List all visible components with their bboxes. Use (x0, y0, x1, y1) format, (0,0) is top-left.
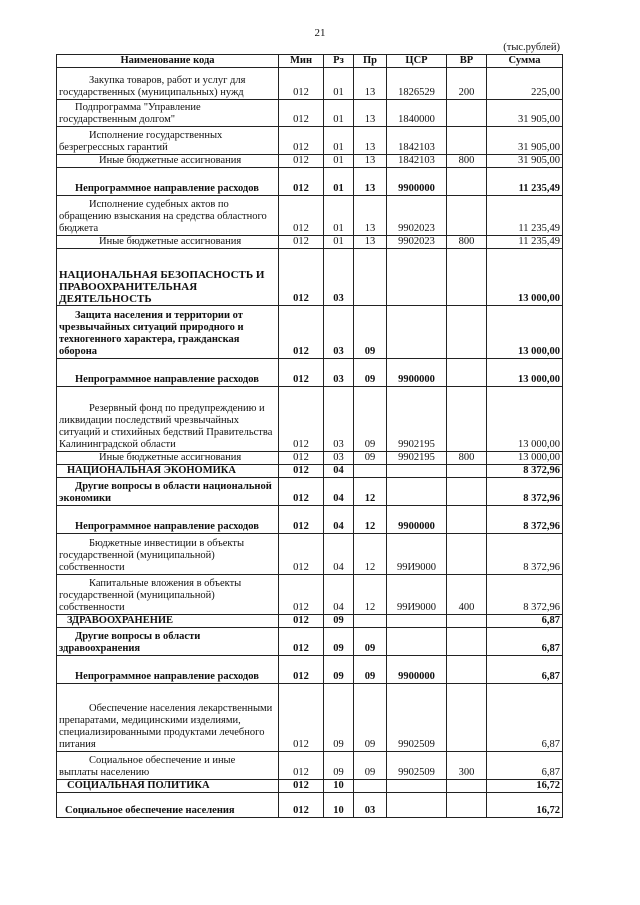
row-min: 012 (279, 359, 324, 387)
row-csr (387, 465, 447, 478)
row-pr: 13 (354, 127, 387, 155)
row-name-text: Резервный фонд по предупреждению и ликвидации последствий чрезвычайных ситуаций и стихийных бедствий Правительства Калининградской области (59, 403, 273, 450)
row-pr: 13 (354, 100, 387, 127)
row-vr (447, 359, 487, 387)
table-row (57, 656, 563, 684)
table-row (57, 127, 563, 155)
row-name-text: Исполнение государственных безрегрессных гарантий (59, 130, 223, 153)
row-pr: 09 (354, 628, 387, 656)
row-min: 012 (279, 752, 324, 780)
row-min: 012 (279, 575, 324, 615)
row-vr (447, 656, 487, 684)
row-csr (387, 615, 447, 628)
table-header-row (57, 55, 563, 68)
row-min: 012 (279, 628, 324, 656)
row-rz: 03 (324, 306, 354, 359)
row-pr: 13 (354, 168, 387, 196)
row-name-text: Непрограммное направление расходов (75, 671, 259, 682)
row-pr: 03 (354, 793, 387, 818)
row-min: 012 (279, 127, 324, 155)
row-name-text: Непрограммное направление расходов (75, 183, 259, 194)
row-name (57, 615, 279, 628)
row-csr: 9902195 (387, 452, 447, 465)
row-sum: 31 905,00 (487, 127, 563, 155)
table-row (57, 478, 563, 506)
units-label: (тыс.рублей) (503, 42, 560, 53)
row-vr: 300 (447, 752, 487, 780)
row-min: 012 (279, 387, 324, 452)
row-rz: 04 (324, 575, 354, 615)
row-min: 012 (279, 168, 324, 196)
row-name-text: Обеспечение населения лекарственными препаратами, медицинскими изделиями, специализированными продуктами лечебного питания (59, 703, 273, 750)
row-csr (387, 478, 447, 506)
row-csr: 99И9000 (387, 534, 447, 575)
row-rz: 03 (324, 452, 354, 465)
table-row (57, 615, 563, 628)
row-name (57, 465, 279, 478)
table-row (57, 249, 563, 306)
row-min: 012 (279, 100, 324, 127)
table-row (57, 793, 563, 818)
row-csr: 9900000 (387, 506, 447, 534)
row-sum: 6,87 (487, 752, 563, 780)
row-min: 012 (279, 656, 324, 684)
row-name (57, 306, 279, 359)
row-rz: 01 (324, 196, 354, 236)
table-row (57, 387, 563, 452)
row-vr: 800 (447, 236, 487, 249)
row-csr: 99И9000 (387, 575, 447, 615)
row-pr (354, 615, 387, 628)
row-name (57, 168, 279, 196)
row-pr: 09 (354, 359, 387, 387)
row-vr (447, 306, 487, 359)
table-row (57, 359, 563, 387)
row-vr (447, 478, 487, 506)
row-name (57, 575, 279, 615)
row-rz: 04 (324, 506, 354, 534)
row-rz: 03 (324, 249, 354, 306)
header-name: Наименование кода (57, 55, 279, 68)
row-name (57, 656, 279, 684)
row-sum: 13 000,00 (487, 306, 563, 359)
table-row (57, 196, 563, 236)
row-vr: 800 (447, 155, 487, 168)
row-name-text: Бюджетные инвестиции в объекты государственной (муниципальной) собственности (59, 538, 245, 573)
row-min: 012 (279, 780, 324, 793)
row-vr (447, 628, 487, 656)
row-rz: 04 (324, 465, 354, 478)
row-csr: 1840000 (387, 100, 447, 127)
row-vr (447, 780, 487, 793)
row-min: 012 (279, 68, 324, 100)
row-sum: 11 235,49 (487, 168, 563, 196)
header-pr: Пр (354, 55, 387, 68)
row-vr (447, 387, 487, 452)
table-row (57, 684, 563, 752)
row-name-text: Иные бюджетные ассигнования (99, 236, 242, 247)
row-name (57, 628, 279, 656)
row-sum: 6,87 (487, 615, 563, 628)
row-pr: 12 (354, 478, 387, 506)
row-name (57, 452, 279, 465)
page-number: 21 (314, 27, 326, 39)
row-min: 012 (279, 452, 324, 465)
row-rz: 09 (324, 684, 354, 752)
row-csr: 9902509 (387, 752, 447, 780)
row-vr (447, 465, 487, 478)
row-csr: 9902509 (387, 684, 447, 752)
table-row (57, 628, 563, 656)
row-sum: 11 235,49 (487, 196, 563, 236)
row-rz: 04 (324, 478, 354, 506)
row-pr: 09 (354, 452, 387, 465)
row-name (57, 752, 279, 780)
row-sum: 16,72 (487, 793, 563, 818)
row-sum: 13 000,00 (487, 452, 563, 465)
row-sum: 8 372,96 (487, 534, 563, 575)
row-name-text: Непрограммное направление расходов (75, 521, 259, 532)
row-vr: 200 (447, 68, 487, 100)
row-rz: 01 (324, 100, 354, 127)
row-name-text: Социальное обеспечение и иные выплаты населению (59, 755, 236, 778)
row-pr: 12 (354, 506, 387, 534)
row-min: 012 (279, 249, 324, 306)
row-min: 012 (279, 478, 324, 506)
row-vr (447, 249, 487, 306)
row-name-text: НАЦИОНАЛЬНАЯ ЭКОНОМИКА (67, 465, 236, 476)
row-sum: 6,87 (487, 656, 563, 684)
row-rz: 04 (324, 534, 354, 575)
row-csr (387, 306, 447, 359)
row-sum: 13 000,00 (487, 387, 563, 452)
row-min: 012 (279, 306, 324, 359)
row-pr: 13 (354, 68, 387, 100)
row-vr: 400 (447, 575, 487, 615)
row-min: 012 (279, 506, 324, 534)
row-sum: 16,72 (487, 780, 563, 793)
row-sum: 31 905,00 (487, 100, 563, 127)
row-name-text: НАЦИОНАЛЬНАЯ БЕЗОПАСНОСТЬ И ПРАВООХРАНИТЕЛЬНАЯ ДЕЯТЕЛЬНОСТЬ (59, 269, 265, 305)
header-min: Мин (279, 55, 324, 68)
row-name-text: Другие вопросы в области национальной экономики (59, 481, 272, 504)
row-name-text: Социальное обеспечение населения (65, 805, 235, 816)
table-row (57, 68, 563, 100)
row-csr (387, 793, 447, 818)
row-name (57, 793, 279, 818)
row-name-text: Подпрограмма "Управление государственным долгом" (59, 102, 201, 125)
row-pr: 13 (354, 236, 387, 249)
row-min: 012 (279, 615, 324, 628)
row-name (57, 684, 279, 752)
row-rz: 01 (324, 155, 354, 168)
row-vr (447, 793, 487, 818)
row-sum: 31 905,00 (487, 155, 563, 168)
row-name (57, 780, 279, 793)
row-pr: 13 (354, 196, 387, 236)
row-sum: 8 372,96 (487, 506, 563, 534)
row-sum: 225,00 (487, 68, 563, 100)
table-row (57, 575, 563, 615)
row-csr: 9900000 (387, 168, 447, 196)
table-row (57, 465, 563, 478)
table-row (57, 452, 563, 465)
row-name (57, 127, 279, 155)
row-min: 012 (279, 196, 324, 236)
table-row (57, 100, 563, 127)
row-pr: 13 (354, 155, 387, 168)
row-sum: 6,87 (487, 628, 563, 656)
row-pr: 09 (354, 752, 387, 780)
row-vr (447, 615, 487, 628)
table-row (57, 168, 563, 196)
row-sum: 13 000,00 (487, 249, 563, 306)
row-sum: 8 372,96 (487, 465, 563, 478)
row-vr (447, 506, 487, 534)
row-csr (387, 628, 447, 656)
row-csr: 1826529 (387, 68, 447, 100)
row-name-text: Иные бюджетные ассигнования (99, 452, 242, 463)
row-csr: 1842103 (387, 127, 447, 155)
row-name-text: СОЦИАЛЬНАЯ ПОЛИТИКА (67, 780, 210, 791)
table-row (57, 306, 563, 359)
row-name (57, 236, 279, 249)
row-pr: 09 (354, 684, 387, 752)
row-name-text: Капитальные вложения в объекты государственной (муниципальной) собственности (59, 578, 242, 613)
row-rz: 09 (324, 752, 354, 780)
row-name (57, 100, 279, 127)
row-rz: 10 (324, 780, 354, 793)
row-name-text: Закупка товаров, работ и услуг для государственных (муниципальных) нужд (59, 75, 246, 98)
header-rz: Рз (324, 55, 354, 68)
row-min: 012 (279, 684, 324, 752)
header-csr: ЦСР (387, 55, 447, 68)
row-sum: 8 372,96 (487, 575, 563, 615)
row-rz: 09 (324, 615, 354, 628)
table-row (57, 534, 563, 575)
row-name (57, 534, 279, 575)
row-name (57, 196, 279, 236)
row-name-text: Защита населения и территории от чрезвычайных ситуаций природного и техногенного характера, гражданская оборона (59, 310, 244, 357)
budget-table (56, 54, 563, 818)
row-rz: 09 (324, 656, 354, 684)
row-rz: 09 (324, 628, 354, 656)
row-name (57, 359, 279, 387)
row-name-text: ЗДРАВООХРАНЕНИЕ (67, 615, 174, 626)
row-rz: 01 (324, 127, 354, 155)
header-vr: ВР (447, 55, 487, 68)
row-name-text: Другие вопросы в области здравоохранения (59, 631, 201, 654)
row-vr (447, 684, 487, 752)
row-csr: 9902195 (387, 387, 447, 452)
row-vr: 800 (447, 452, 487, 465)
row-rz: 01 (324, 236, 354, 249)
row-sum: 6,87 (487, 684, 563, 752)
row-name (57, 68, 279, 100)
row-vr (447, 534, 487, 575)
row-pr: 12 (354, 575, 387, 615)
table-row (57, 236, 563, 249)
row-vr (447, 196, 487, 236)
row-csr: 9900000 (387, 656, 447, 684)
row-rz: 03 (324, 359, 354, 387)
row-min: 012 (279, 155, 324, 168)
row-csr: 1842103 (387, 155, 447, 168)
row-csr (387, 249, 447, 306)
table-row (57, 155, 563, 168)
row-pr: 12 (354, 534, 387, 575)
row-rz: 10 (324, 793, 354, 818)
table-body (57, 68, 563, 818)
row-name-text: Иные бюджетные ассигнования (99, 155, 242, 166)
row-sum: 11 235,49 (487, 236, 563, 249)
row-rz: 01 (324, 168, 354, 196)
row-pr: 09 (354, 306, 387, 359)
row-name (57, 155, 279, 168)
row-min: 012 (279, 793, 324, 818)
row-min: 012 (279, 534, 324, 575)
row-vr (447, 100, 487, 127)
row-pr: 09 (354, 656, 387, 684)
row-rz: 03 (324, 387, 354, 452)
row-pr (354, 780, 387, 793)
row-name-text: Исполнение судебных актов по обращению взыскания на средства областного бюджета (59, 199, 267, 234)
row-csr (387, 780, 447, 793)
table-row (57, 780, 563, 793)
row-vr (447, 168, 487, 196)
row-csr: 9902023 (387, 236, 447, 249)
row-sum: 13 000,00 (487, 359, 563, 387)
row-min: 012 (279, 236, 324, 249)
table-row (57, 506, 563, 534)
row-vr (447, 127, 487, 155)
row-sum: 8 372,96 (487, 478, 563, 506)
row-name (57, 478, 279, 506)
row-rz: 01 (324, 68, 354, 100)
header-sum: Сумма (487, 55, 563, 68)
row-name (57, 249, 279, 306)
row-pr (354, 249, 387, 306)
row-name (57, 506, 279, 534)
row-name-text: Непрограммное направление расходов (75, 374, 259, 385)
row-pr: 09 (354, 387, 387, 452)
table-row (57, 752, 563, 780)
row-min: 012 (279, 465, 324, 478)
row-name (57, 387, 279, 452)
row-csr: 9902023 (387, 196, 447, 236)
row-csr: 9900000 (387, 359, 447, 387)
row-pr (354, 465, 387, 478)
